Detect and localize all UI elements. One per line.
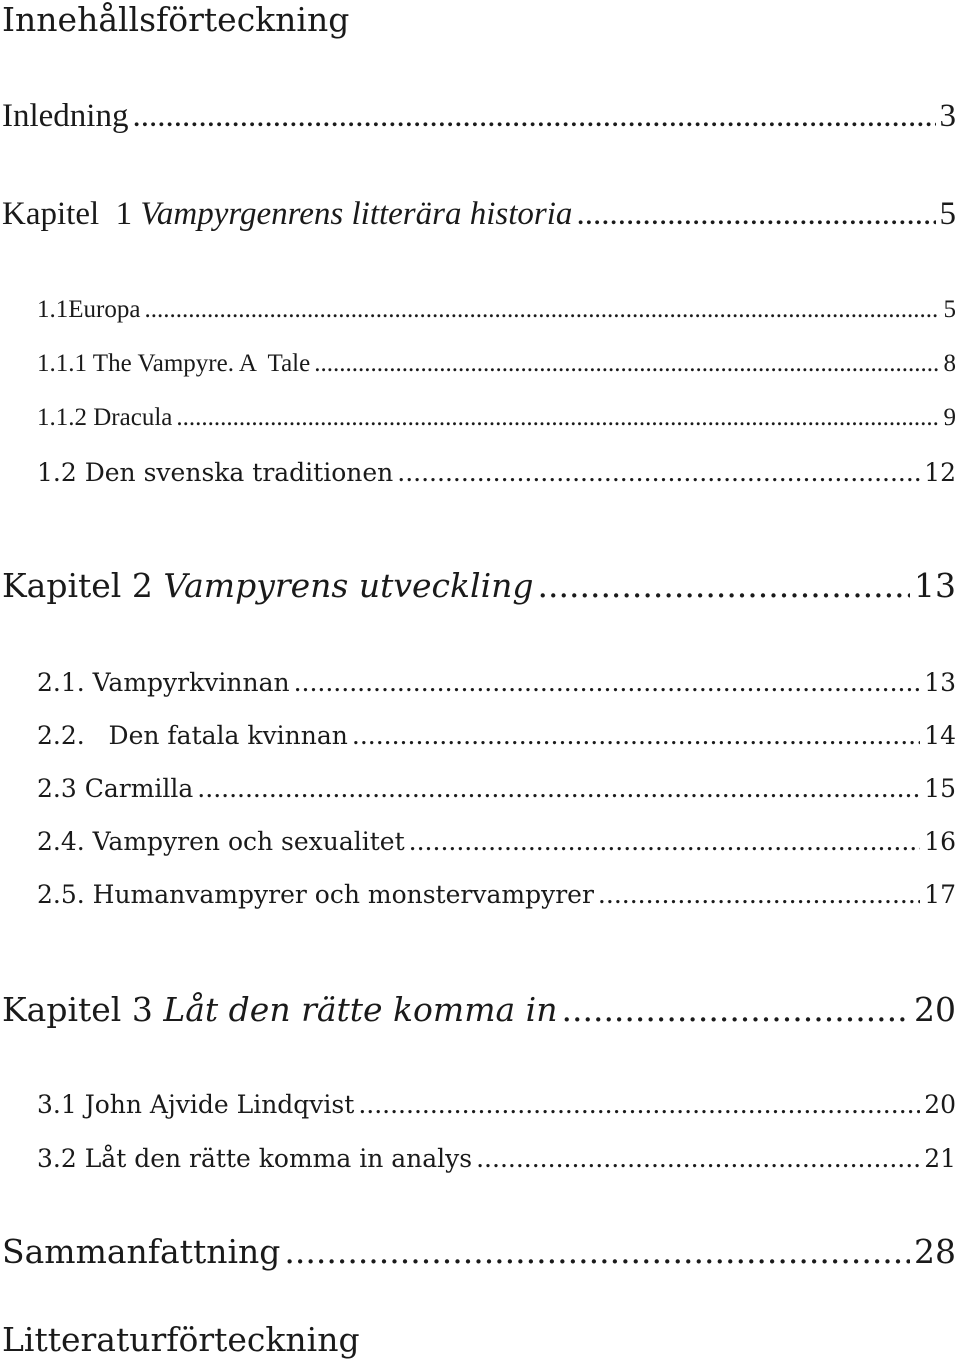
leader-dots [197,774,920,803]
toc-entry-2-3[interactable] [37,774,956,806]
toc-entry-litteratur[interactable]: Litteraturförteckning [2,1320,360,1359]
leader-dots [409,827,921,856]
entry-label: 1.1Europa [37,296,141,323]
page-number: 5 [943,296,956,323]
toc-entry-2-4[interactable] [37,827,956,859]
page-number: 21 [924,1144,956,1173]
page-number: 17 [924,880,956,909]
toc-entry-inledning[interactable] [2,98,956,140]
entry-label: 2.2. Den fatala kvinnan [37,721,348,750]
toc-entry-2-5[interactable] [37,880,956,912]
entry-label: 2.1. Vampyrkvinnan [37,668,290,697]
toc-entry-1-1[interactable] [37,296,956,328]
entry-label: Inledning [2,98,129,134]
page-number: 3 [939,98,956,134]
entry-label: 1.2 Den svenska traditionen [37,458,394,487]
page-number: 13 [914,566,956,605]
page-number: 9 [943,404,956,431]
page-number: 16 [924,827,956,856]
toc-entry-2-1[interactable] [37,668,956,700]
toc-entry-3-2[interactable] [37,1144,956,1176]
entry-title: Låt den rätte komma in [163,990,558,1029]
toc-entry-3-1[interactable] [37,1090,956,1122]
leader-dots [397,458,920,487]
entry-prefix: Kapitel 3 [2,990,164,1029]
leader-dots [576,196,935,233]
toc-entry-1-2[interactable] [37,458,956,490]
leader-dots [352,721,920,750]
page-number: 12 [924,458,956,487]
page-number: 8 [943,350,956,377]
leader-dots [598,880,920,909]
page-number: 15 [924,774,956,803]
entry-title: Vampyrgenrens litterära historia [140,196,573,232]
page-number: 5 [939,196,956,232]
leader-dots [176,404,939,432]
leader-dots [284,1232,910,1271]
toc-entry-kapitel-2[interactable] [2,566,956,608]
page-number: 13 [924,668,956,697]
leader-dots [358,1090,920,1119]
leader-dots [561,990,910,1029]
toc-entry-1-1-2[interactable] [37,404,956,436]
entry-label: 3.1 John Ajvide Lindqvist [37,1090,355,1119]
page-number: 28 [914,1232,956,1271]
entry-label: 1.1.1 The Vampyre. A Tale [37,350,311,377]
page-number: 14 [924,721,956,750]
toc-entry-sammanfattning[interactable] [2,1232,956,1274]
toc-entry-2-2[interactable] [37,721,956,753]
entry-label: 3.2 Låt den rätte komma in analys [37,1144,473,1173]
toc-entry-kapitel-3[interactable] [2,990,956,1032]
page-number: 20 [914,990,956,1029]
entry-prefix: Kapitel 1 [2,196,141,232]
leader-dots [476,1144,920,1173]
entry-title: Vampyrens utveckling [163,566,534,605]
entry-label: 1.1.2 Dracula [37,404,173,431]
entry-label: 2.5. Humanvampyrer och monstervampyrer [37,880,594,909]
leader-dots [314,350,939,378]
toc-entry-kapitel-1[interactable] [2,196,956,238]
entry-label: 2.4. Vampyren och sexualitet [37,827,405,856]
leader-dots [144,296,939,324]
entry-prefix: Kapitel 2 [2,566,164,605]
entry-label: Sammanfattning [2,1232,281,1271]
entry-label: 2.3 Carmilla [37,774,194,803]
leader-dots [132,98,935,135]
toc-title: Innehållsförteckning [2,0,350,39]
leader-dots [538,566,911,605]
page-number: 20 [924,1090,956,1119]
leader-dots [294,668,921,697]
toc-entry-1-1-1[interactable] [37,350,956,382]
